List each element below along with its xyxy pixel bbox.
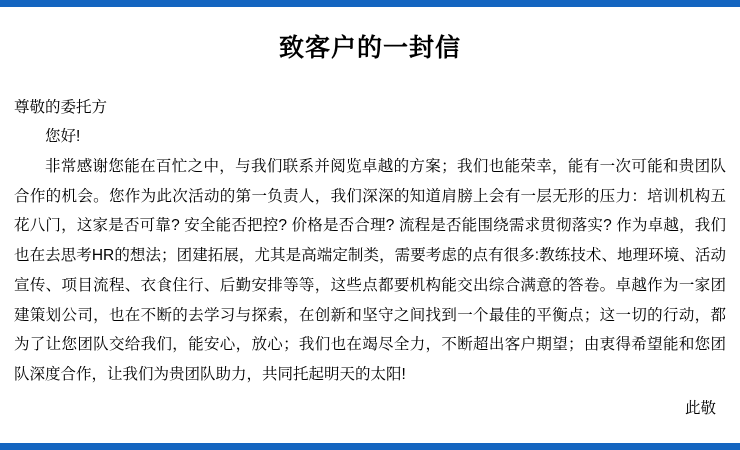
- body-paragraph: 非常感谢您能在百忙之中，与我们联系并阅览卓越的方案；我们也能荣幸，能有一次可能和贵团队合作的机会。您作为此次活动的第一负责人，我们深深的知道肩膀上会有一层无形的压力：培训机构五花八门，这家是否可靠? 安全能否把控? 价格是否合理? 流程是否能围绕需求贯彻落实? 作为卓越，我们也在去思考HR的想法；团建拓展，尤其是高端定制类，需要考虑的点有很多:教练技术、地理环境、活动宣传、项目流程、衣食住行、后勤安排等等，这些点都要机构能交出综合满意的答卷。卓越作为一家团建策划公司，也在不断的去学习与探索，在创新和坚守之间找到一个最佳的平衡点；这一切的行动，都为了让您团队交给我们，能安心，放心；我们也在竭尽全力，不断超出客户期望；由衷得希望能和您团队深度合作，让我们为贵团队助力，共同托起明天的太阳!: [14, 157, 726, 384]
- salutation-line: 尊敬的委托方: [14, 99, 108, 116]
- greeting-line: 您好!: [45, 128, 81, 146]
- letter-body: [0, 93, 740, 423]
- closing-line: 此敬: [684, 399, 716, 417]
- page-title: 致客户的一封信: [278, 34, 461, 62]
